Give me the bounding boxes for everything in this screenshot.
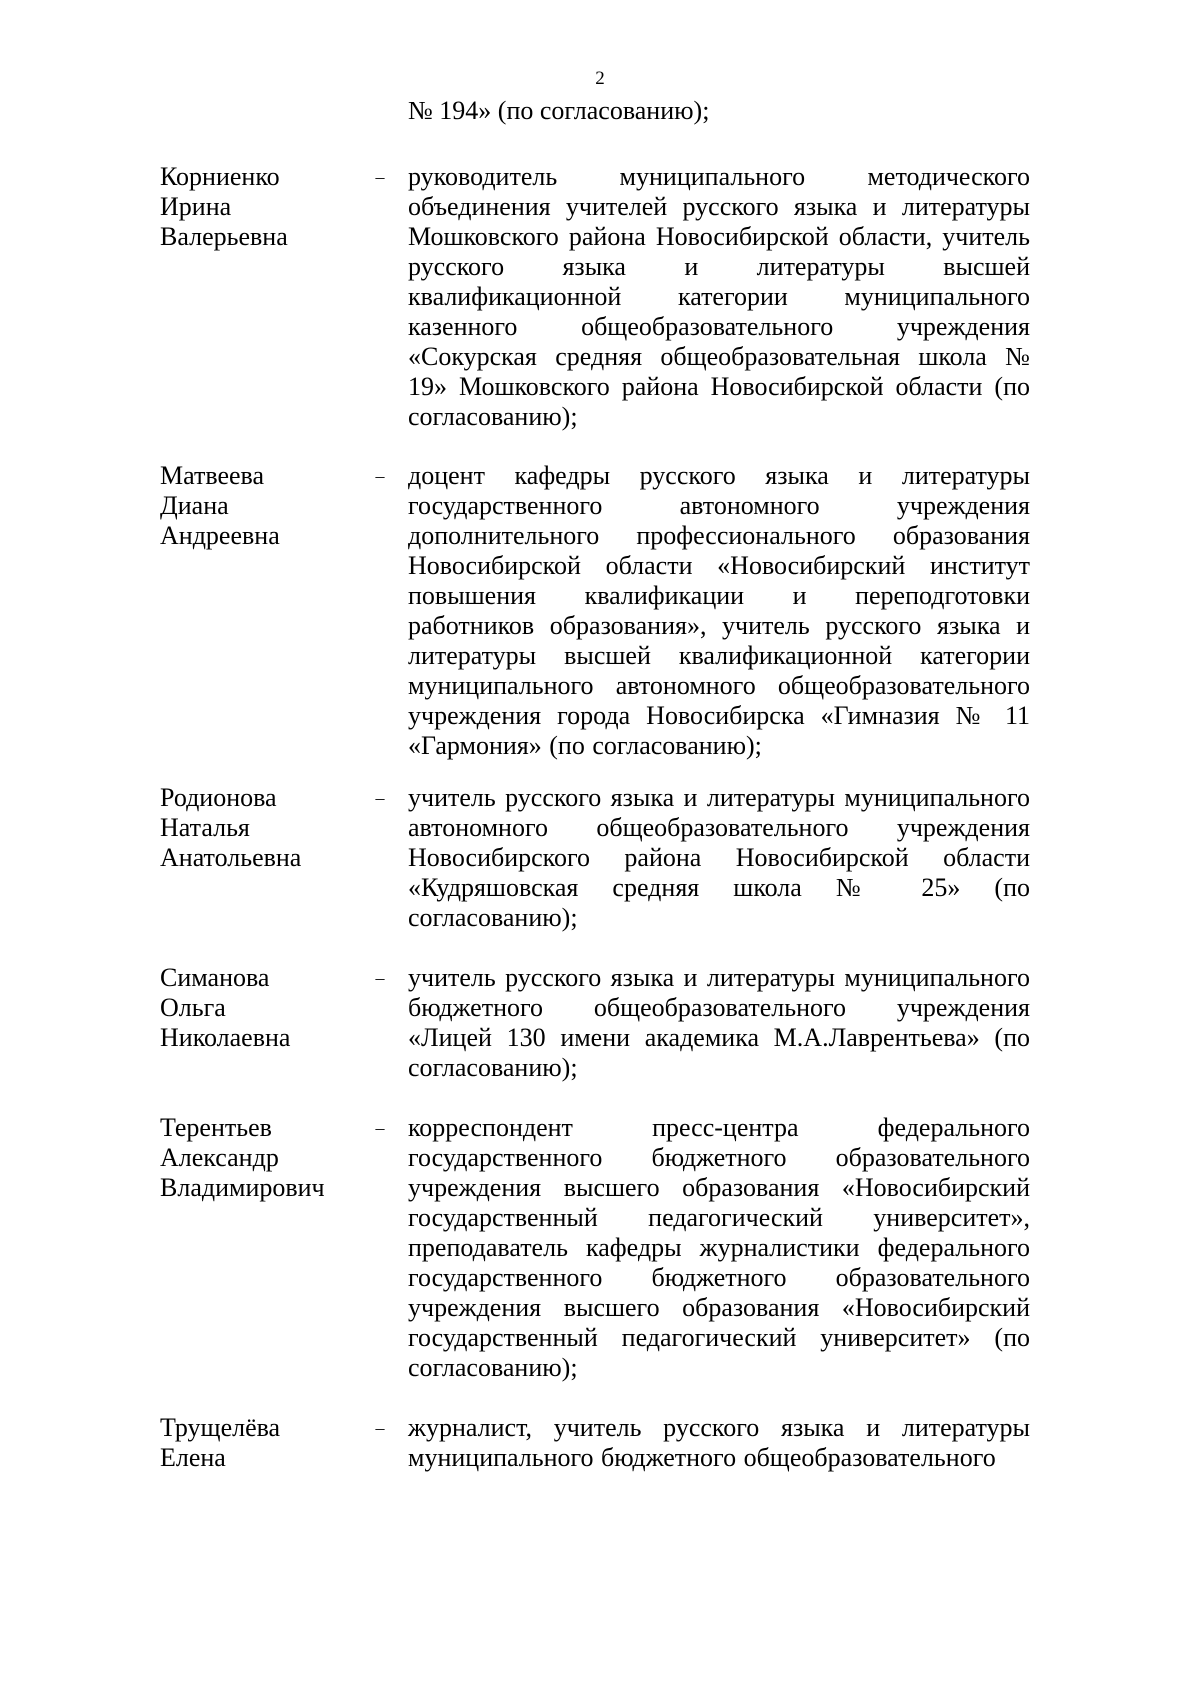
member-dash: – [375, 1118, 385, 1138]
member-description: учитель русского языка и литературы муниципального автономного общеобразовательного учреждения Новосибирского района Новосибирской области «Кудряшовская средняя школа № 25» (по согласованию); [408, 783, 1030, 932]
member-surname: Симанова [160, 963, 270, 992]
member-description: журналист, учитель русского языка и литературы муниципального бюджетного общеобразовательного [408, 1413, 1030, 1472]
member-name [160, 963, 360, 1053]
member-patronymic: Андреевна [160, 521, 280, 550]
member-first-name: Елена [160, 1443, 226, 1472]
member-surname: Родионова [160, 783, 277, 812]
member-description: доцент кафедры русского языка и литературы государственного автономного учреждения дополнительного профессионального образования Новосибирской области «Новосибирский институт повышения квалификации и переподготовки работников образования», учитель русского языка и литературы высшей квалификационной категории муниципального автономного общеобразовательного учреждения города Новосибирска «Гимназия № 11 «Гармония» (по согласованию); [408, 461, 1030, 760]
member-name [160, 461, 360, 551]
member-first-name: Ольга [160, 993, 226, 1022]
member-first-name: Диана [160, 491, 229, 520]
member-description: руководитель муниципального методического объединения учителей русского языка и литературы Мошковского района Новосибирской области, учитель русского языка и литературы высшей квалификационной категории муниципального казенного общеобразовательного учреждения «Сокурская средняя общеобразовательная школа № 19» Мошковского района Новосибирской области (по согласованию); [408, 162, 1030, 431]
member-dash: – [375, 466, 385, 486]
member-first-name: Наталья [160, 813, 250, 842]
member-surname: Матвеева [160, 461, 265, 490]
member-surname: Трущелёва [160, 1413, 281, 1442]
member-patronymic: Анатольевна [160, 843, 302, 872]
member-dash: – [375, 788, 385, 808]
member-surname: Корниенко [160, 162, 280, 191]
member-name [160, 1413, 360, 1473]
member-name [160, 783, 360, 873]
member-surname: Терентьев [160, 1113, 272, 1142]
member-patronymic: Валерьевна [160, 222, 288, 251]
member-description: корреспондент пресс-центра федерального государственного бюджетного образовательного учреждения высшего образования «Новосибирский государственный педагогический университет», преподаватель кафедры журналистики федерального государственного бюджетного образовательного учреждения высшего образования «Новосибирский государственный педагогический университет» (по согласованию); [408, 1113, 1030, 1382]
member-dash: – [375, 1418, 385, 1438]
member-first-name: Ирина [160, 192, 232, 221]
member-description: учитель русского языка и литературы муниципального бюджетного общеобразовательного учреждения «Лицей 130 имени академика М.А.Лаврентьева» (по согласованию); [408, 963, 1030, 1082]
member-patronymic: Владимирович [160, 1173, 325, 1202]
member-dash: – [375, 968, 385, 988]
member-dash: – [375, 167, 385, 187]
continuation-text: № 194» (по согласованию); [408, 96, 710, 125]
page-number: 2 [595, 68, 605, 89]
member-name [160, 1113, 360, 1203]
member-patronymic: Николаевна [160, 1023, 291, 1052]
member-first-name: Александр [160, 1143, 279, 1172]
member-name [160, 162, 360, 252]
